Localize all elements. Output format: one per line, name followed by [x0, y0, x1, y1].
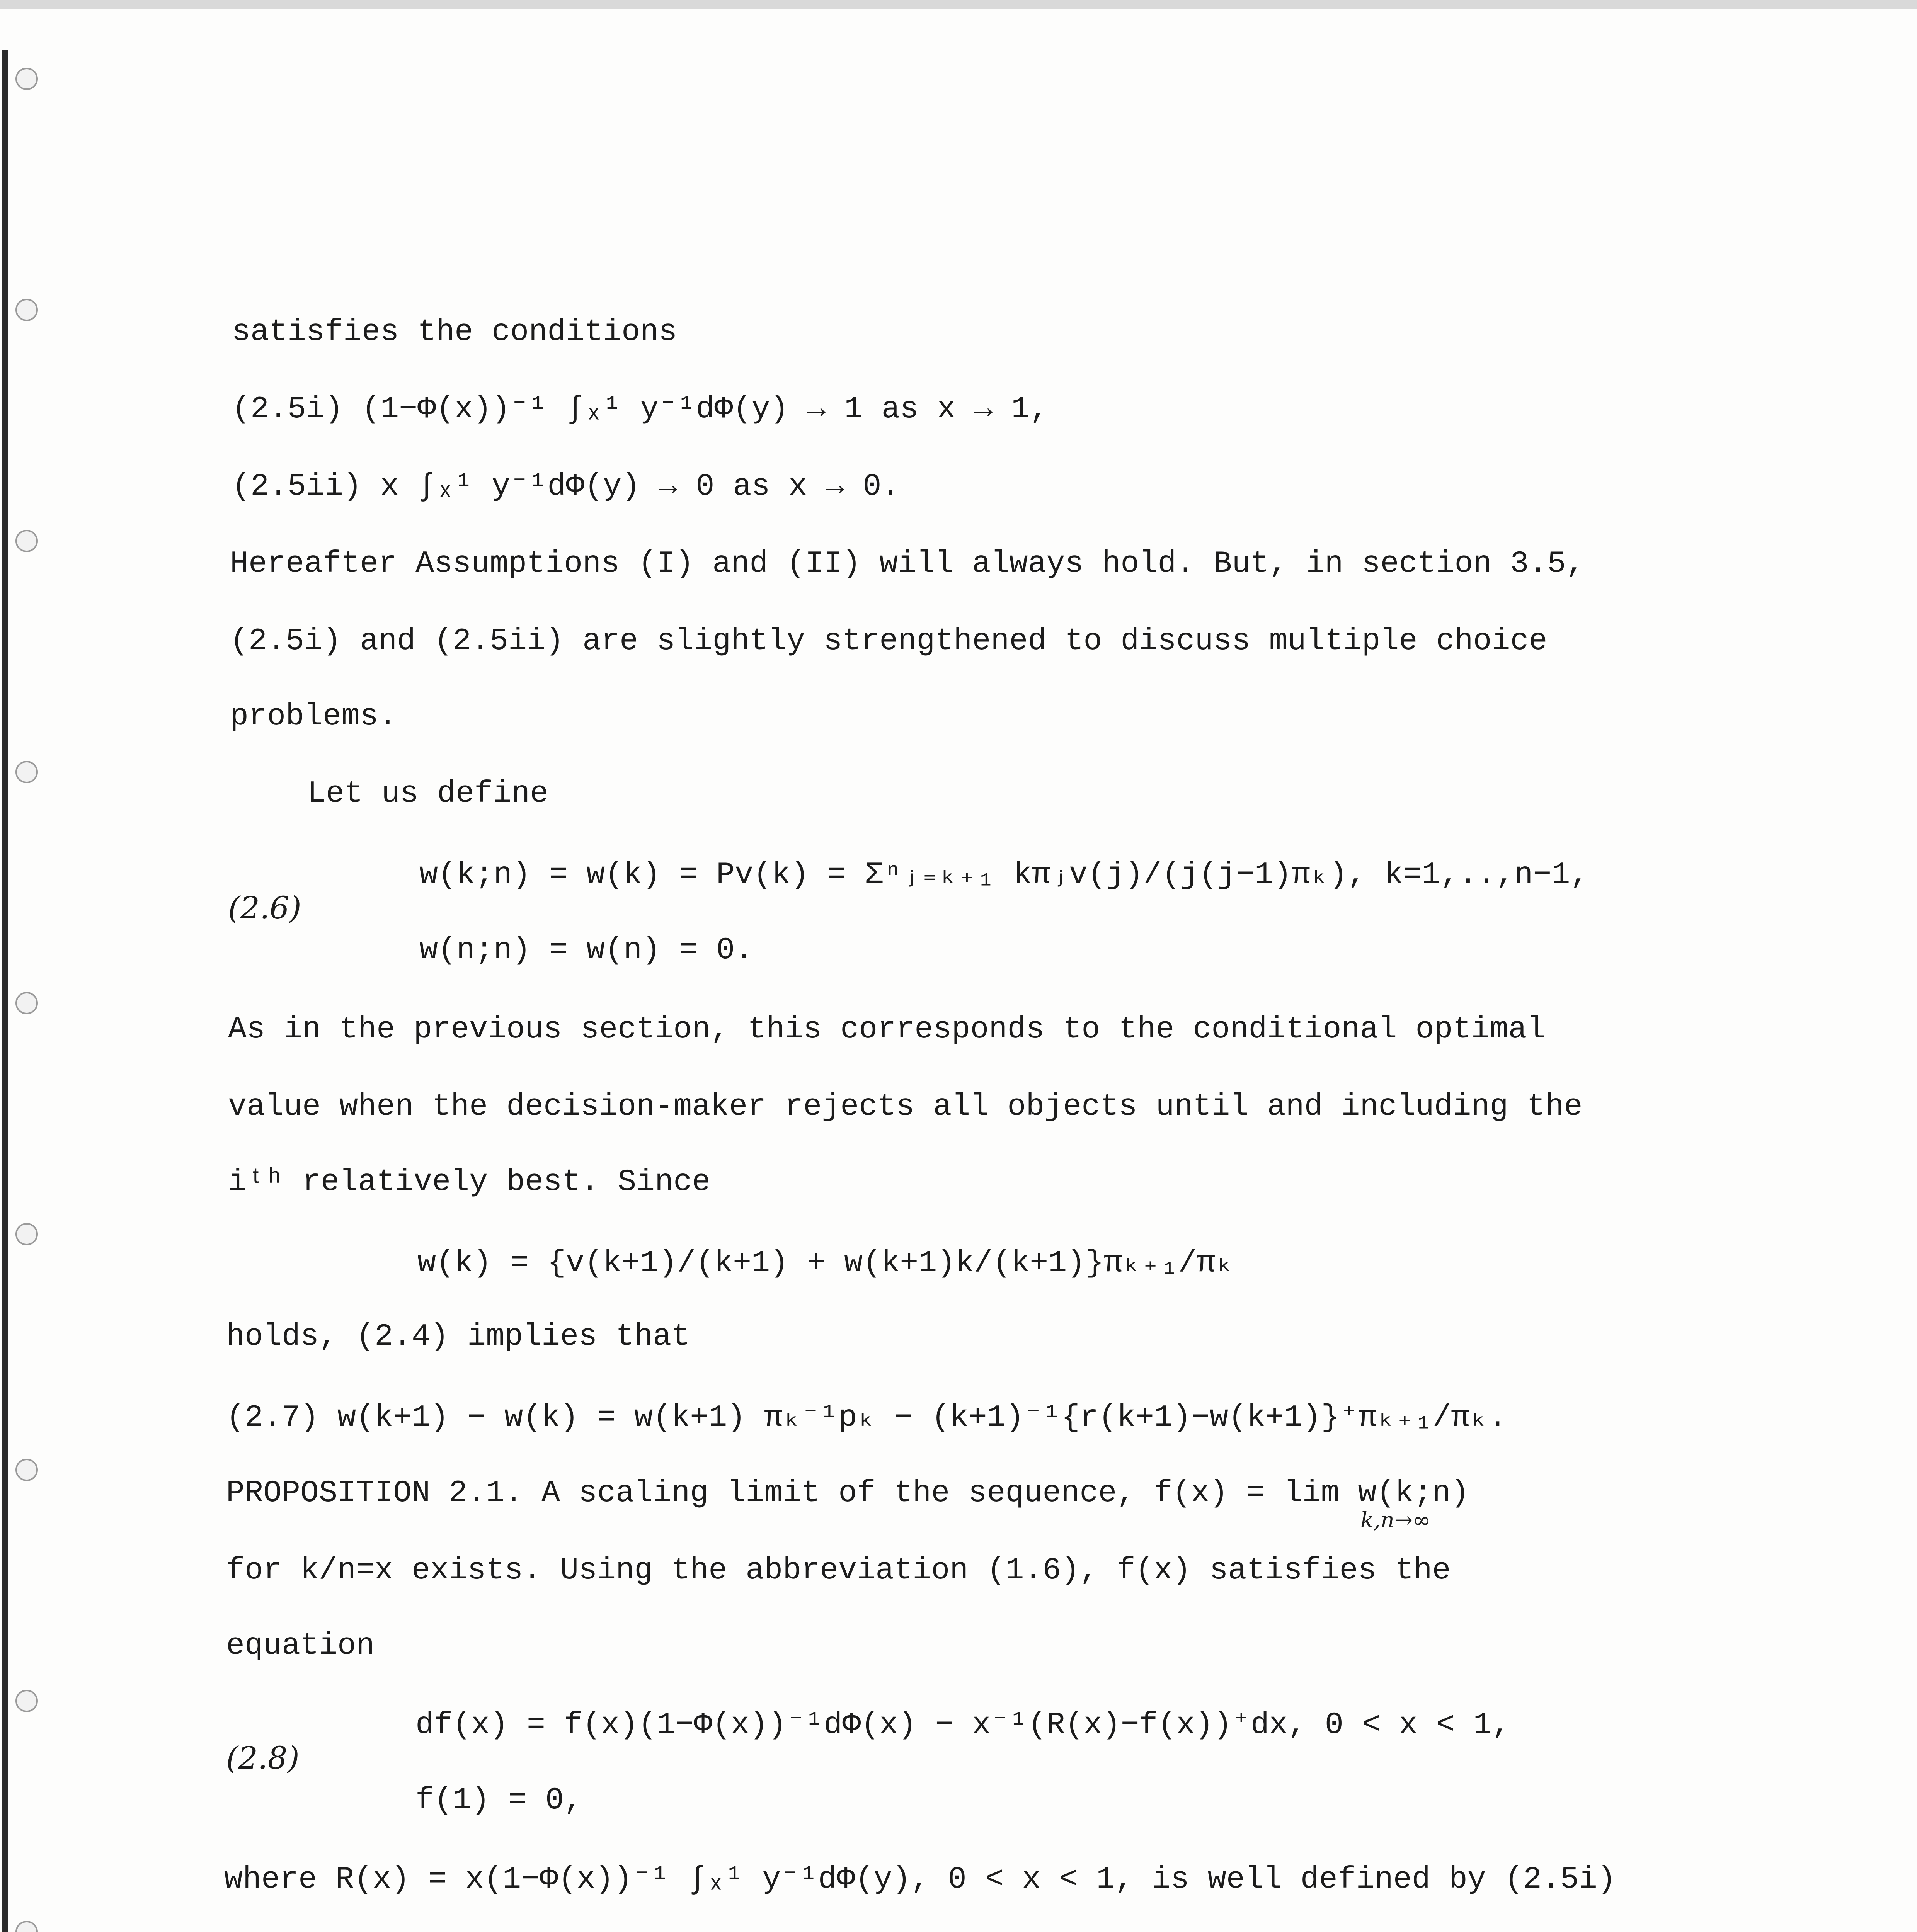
equation-2-7: (2.7) w(k+1) − w(k) = w(k+1) πₖ⁻¹pₖ − (k+1)⁻¹{r(k+1)−w(k+1)}⁺πₖ₊₁/πₖ. — [226, 1400, 1507, 1435]
page-binding-edge — [2, 50, 8, 1932]
text-line: iᵗʰ relatively best. Since — [228, 1165, 711, 1200]
equation-number-2-8: (2.8) — [226, 1740, 300, 1776]
punch-hole — [15, 299, 38, 321]
text-line: holds, (2.4) implies that — [226, 1319, 690, 1354]
proposition-heading: PROPOSITION 2.1. A scaling limit of the sequence, f(x) = lim w(k;n) — [226, 1476, 1469, 1511]
equation-2-8-first: df(x) = f(x)(1−Φ(x))⁻¹dΦ(x) − x⁻¹(R(x)−f(x))⁺dx, 0 < x < 1, — [415, 1708, 1510, 1743]
punch-hole — [15, 1459, 38, 1481]
equation-2-6-first: w(k;n) = w(k) = Pv(k) = Σⁿⱼ₌ₖ₊₁ kπⱼv(j)/(j(j−1)πₖ), k=1,..,n−1, — [419, 857, 1589, 893]
text-line: where R(x) = x(1−Φ(x))⁻¹ ∫ₓ¹ y⁻¹dΦ(y), 0 < x < 1, is well defined by (2.5i) — [224, 1862, 1616, 1897]
text-line: satisfies the conditions — [232, 315, 678, 350]
equation-number-2-6: (2.6) — [228, 890, 301, 926]
limit-subscript: k,n→∞ — [1360, 1508, 1431, 1533]
equation-w-k: w(k) = {v(k+1)/(k+1) + w(k+1)k/(k+1)}πₖ₊₁/πₖ — [417, 1246, 1234, 1281]
text-line: problems. — [230, 699, 397, 734]
text-line: Let us define — [307, 776, 549, 811]
page-top-edge — [0, 0, 1917, 9]
text-line: Hereafter Assumptions (I) and (II) will always hold. But, in section 3.5, — [230, 546, 1585, 582]
punch-hole — [15, 1690, 38, 1712]
equation-2-5i: (2.5i) (1−Φ(x))⁻¹ ∫ₓ¹ y⁻¹dΦ(y) → 1 as x → 1, — [232, 392, 1049, 427]
equation-2-8-second: f(1) = 0, — [415, 1783, 583, 1818]
equation-2-6-second: w(n;n) = w(n) = 0. — [419, 933, 754, 968]
text-line: for k/n=x exists. Using the abbreviation (1.6), f(x) satisfies the — [226, 1553, 1451, 1588]
punch-hole — [15, 68, 38, 90]
punch-hole — [15, 1223, 38, 1245]
punch-hole — [15, 992, 38, 1014]
text-line: (2.5i) and (2.5ii) are slightly strengthened to discuss multiple choice — [230, 624, 1548, 659]
punch-hole — [15, 761, 38, 783]
punch-hole — [15, 530, 38, 552]
equation-2-5ii: (2.5ii) x ∫ₓ¹ y⁻¹dΦ(y) → 0 as x → 0. — [232, 469, 900, 504]
text-line: equation — [226, 1628, 375, 1663]
text-line: As in the previous section, this corresponds to the conditional optimal — [228, 1012, 1546, 1047]
text-line: value when the decision-maker rejects all objects until and including the — [228, 1089, 1583, 1124]
punch-hole — [15, 1921, 38, 1932]
